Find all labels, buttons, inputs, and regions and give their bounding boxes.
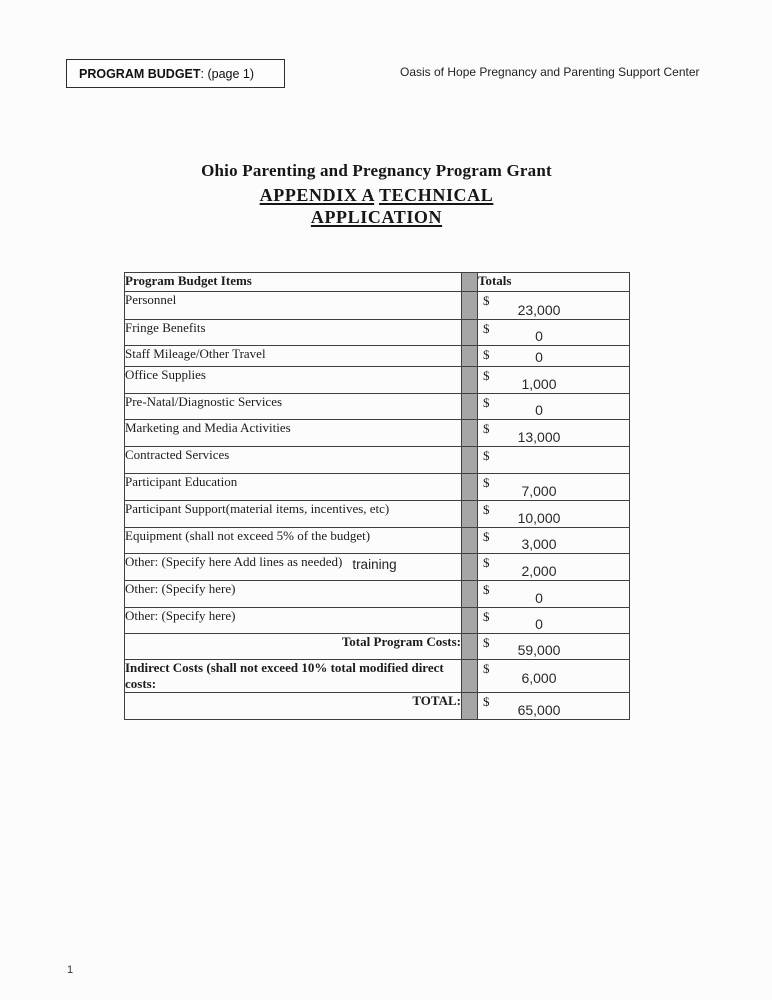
amount-cell bbox=[478, 608, 630, 634]
appendix-title-part2: TECHNICAL bbox=[378, 185, 494, 205]
appendix-title-part1: APPENDIX A bbox=[259, 185, 375, 205]
application-title: APPLICATION bbox=[310, 207, 443, 227]
table-row bbox=[125, 394, 630, 420]
amount-value: 59,000 bbox=[517, 642, 561, 658]
table-row bbox=[125, 581, 630, 608]
amount-value: 10,000 bbox=[517, 510, 561, 526]
totals-column-header: Totals bbox=[478, 273, 630, 292]
table-row bbox=[125, 447, 630, 474]
amount-cell bbox=[478, 292, 630, 320]
item-label-cell: Staff Mileage/Other Travel bbox=[125, 346, 462, 367]
amount-value: 3,000 bbox=[521, 536, 557, 552]
amount-value: 1,000 bbox=[521, 376, 557, 392]
page-indicator: : (page 1) bbox=[200, 66, 255, 81]
amount-value: 2,000 bbox=[521, 563, 557, 579]
item-label-cell bbox=[125, 554, 462, 581]
program-budget-box bbox=[66, 59, 285, 88]
item-label-cell: Fringe Benefits bbox=[125, 320, 462, 346]
dollar-sign: $ bbox=[483, 475, 490, 490]
amount-cell bbox=[478, 420, 630, 447]
separator-cell bbox=[462, 528, 478, 554]
table-row bbox=[125, 608, 630, 634]
indirect-costs-row bbox=[125, 660, 630, 693]
other-specify-value: training bbox=[352, 557, 397, 572]
dollar-sign: $ bbox=[483, 635, 490, 650]
dollar-sign: $ bbox=[483, 555, 490, 570]
separator-cell bbox=[462, 367, 478, 394]
items-column-header: Program Budget Items bbox=[125, 273, 462, 292]
separator-cell bbox=[462, 273, 478, 292]
amount-cell bbox=[478, 693, 630, 720]
table-row bbox=[125, 346, 630, 367]
page-number: 1 bbox=[67, 964, 74, 976]
separator-cell bbox=[462, 634, 478, 660]
grand-total-row bbox=[125, 693, 630, 720]
amount-value: 6,000 bbox=[521, 670, 557, 686]
amount-cell bbox=[478, 634, 630, 660]
amount-cell bbox=[478, 528, 630, 554]
separator-cell bbox=[462, 554, 478, 581]
organization-name: Oasis of Hope Pregnancy and Parenting Support Center bbox=[400, 65, 700, 79]
dollar-sign: $ bbox=[483, 347, 490, 362]
table-row bbox=[125, 528, 630, 554]
separator-cell bbox=[462, 501, 478, 528]
item-label-cell: Pre-Natal/Diagnostic Services bbox=[125, 394, 462, 420]
amount-cell bbox=[478, 554, 630, 581]
separator-cell bbox=[462, 320, 478, 346]
amount-value: 0 bbox=[535, 590, 543, 606]
dollar-sign: $ bbox=[483, 529, 490, 544]
dollar-sign: $ bbox=[483, 368, 490, 383]
total-program-costs-row bbox=[125, 634, 630, 660]
dollar-sign: $ bbox=[483, 421, 490, 436]
separator-cell bbox=[462, 346, 478, 367]
table-row bbox=[125, 320, 630, 346]
amount-value: 0 bbox=[535, 328, 543, 344]
table-row bbox=[125, 501, 630, 528]
amount-cell bbox=[478, 474, 630, 501]
item-label-cell: Indirect Costs (shall not exceed 10% total modified direct costs: bbox=[125, 660, 462, 693]
amount-value: 13,000 bbox=[517, 429, 561, 445]
dollar-sign: $ bbox=[483, 448, 490, 463]
item-label-cell: Other: (Specify here) bbox=[125, 581, 462, 608]
amount-value: 0 bbox=[535, 402, 543, 418]
amount-cell bbox=[478, 660, 630, 693]
amount-cell bbox=[478, 320, 630, 346]
dollar-sign: $ bbox=[483, 293, 490, 308]
amount-value: 23,000 bbox=[517, 302, 561, 318]
amount-cell bbox=[478, 501, 630, 528]
dollar-sign: $ bbox=[483, 321, 490, 336]
amount-value: 0 bbox=[535, 349, 543, 365]
separator-cell bbox=[462, 608, 478, 634]
amount-cell bbox=[478, 581, 630, 608]
separator-cell bbox=[462, 420, 478, 447]
separator-cell bbox=[462, 394, 478, 420]
table-row bbox=[125, 367, 630, 394]
separator-cell bbox=[462, 292, 478, 320]
table-row bbox=[125, 474, 630, 501]
dollar-sign: $ bbox=[483, 661, 490, 676]
separator-cell bbox=[462, 693, 478, 720]
amount-cell bbox=[478, 394, 630, 420]
title-block bbox=[124, 161, 629, 228]
item-label-cell: Contracted Services bbox=[125, 447, 462, 474]
dollar-sign: $ bbox=[483, 502, 490, 517]
item-label-cell: Equipment (shall not exceed 5% of the budget) bbox=[125, 528, 462, 554]
item-label-cell: Personnel bbox=[125, 292, 462, 320]
program-budget-label: PROGRAM BUDGET bbox=[79, 66, 201, 81]
separator-cell bbox=[462, 581, 478, 608]
amount-cell bbox=[478, 447, 630, 474]
amount-value: 7,000 bbox=[521, 483, 557, 499]
table-row bbox=[125, 420, 630, 447]
amount-cell bbox=[478, 367, 630, 394]
amount-value: 65,000 bbox=[517, 702, 561, 718]
item-label: Other: (Specify here Add lines as needed) bbox=[125, 554, 343, 569]
separator-cell bbox=[462, 447, 478, 474]
separator-cell bbox=[462, 660, 478, 693]
item-label-cell: Marketing and Media Activities bbox=[125, 420, 462, 447]
amount-cell bbox=[478, 346, 630, 367]
item-label-cell: Total Program Costs: bbox=[125, 634, 462, 660]
dollar-sign: $ bbox=[483, 609, 490, 624]
table-row bbox=[125, 554, 630, 581]
amount-value: 0 bbox=[535, 616, 543, 632]
dollar-sign: $ bbox=[483, 694, 490, 709]
separator-cell bbox=[462, 474, 478, 501]
item-label-cell: Office Supplies bbox=[125, 367, 462, 394]
appendix-title bbox=[124, 184, 629, 206]
dollar-sign: $ bbox=[483, 395, 490, 410]
item-label-cell: Other: (Specify here) bbox=[125, 608, 462, 634]
table-row bbox=[125, 292, 630, 320]
table-header-row bbox=[125, 273, 630, 292]
dollar-sign: $ bbox=[483, 582, 490, 597]
grant-title: Ohio Parenting and Pregnancy Program Grant bbox=[201, 161, 552, 180]
item-label-cell: TOTAL: bbox=[125, 693, 462, 720]
item-label-cell: Participant Support(material items, incentives, etc) bbox=[125, 501, 462, 528]
item-label-cell: Participant Education bbox=[125, 474, 462, 501]
budget-table bbox=[124, 272, 630, 720]
